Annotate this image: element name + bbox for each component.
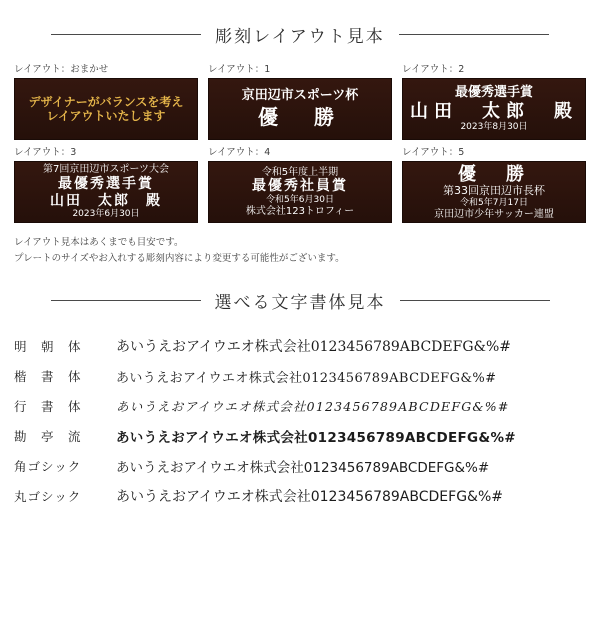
heading-rule-right — [399, 34, 549, 35]
font-name-label: 楷 書 体 — [14, 369, 82, 385]
font-name-label: 角ゴシック — [14, 459, 82, 475]
layout-sample-label: レイアウト：おまかせ — [14, 64, 109, 75]
font-sample-row — [14, 481, 586, 511]
layout-sample-label: レイアウト：2 — [402, 64, 465, 75]
plate-line: 第7回京田辺市スポーツ大会 — [43, 164, 169, 176]
layout-sample-cell — [402, 144, 586, 223]
plate-line: レイアウトいたします — [46, 109, 166, 123]
layout-sample-label: レイアウト：4 — [208, 147, 271, 158]
font-sample-row — [14, 361, 586, 391]
plate-line: 令和5年6月30日 — [266, 194, 334, 205]
layout-section-title: 彫刻レイアウト見本 — [215, 27, 385, 47]
font-sample-row — [14, 421, 586, 451]
engraving-plate — [402, 161, 586, 223]
font-sample-text: あいうえおアイウエオ株式会社0123456789ABCDEFG&%# — [116, 489, 503, 506]
plate-line: 京田辺市少年サッカー連盟 — [434, 208, 554, 220]
plate-line: 山田 太郎 殿 — [50, 192, 162, 209]
plate-line: デザイナーがバランスを考え — [28, 94, 184, 109]
font-name-label: 勘 亭 流 — [14, 429, 82, 445]
plate-line: 最優秀社員賞 — [252, 178, 348, 195]
layout-section-heading — [14, 22, 586, 47]
plate-line: 株式会社123トロフィー — [245, 205, 355, 217]
layout-sample-cell — [208, 61, 392, 140]
plate-line: 最優秀選手賞 — [454, 85, 533, 101]
layout-sample-label: レイアウト：1 — [208, 64, 271, 75]
font-sample-text: あいうえおアイウエオ株式会社0123456789ABCDEFG&%# — [116, 370, 497, 386]
engraving-plate — [208, 161, 392, 223]
plate-line: 令和5年度上半期 — [261, 166, 339, 178]
engraving-plate — [14, 78, 198, 140]
plate-line: 優 勝 — [458, 163, 530, 185]
layout-sample-label: レイアウト：5 — [402, 147, 465, 158]
font-name-label: 丸ゴシック — [14, 489, 82, 505]
font-sample-row — [14, 451, 586, 481]
layout-sample-cell — [14, 61, 198, 140]
plate-line: 京田辺市スポーツ杯 — [241, 88, 359, 104]
font-sample-row — [14, 391, 586, 421]
font-sample-text: あいうえおアイウエオ株式会社0123456789ABCDEFG&%# — [116, 399, 510, 415]
font-sample-row — [14, 331, 586, 361]
plate-line: 令和5年7月17日 — [460, 197, 528, 208]
layout-sample-cell — [14, 144, 198, 223]
plate-line: 優 勝 — [258, 105, 342, 130]
engraving-plate — [208, 78, 392, 140]
heading-rule-right — [400, 300, 550, 301]
plate-line: 2023年6月30日 — [72, 209, 140, 220]
engraving-plate — [402, 78, 586, 140]
layout-sample-cell — [208, 144, 392, 223]
heading-rule-left — [51, 300, 201, 301]
plate-line: 2023年8月30日 — [460, 121, 528, 132]
font-sample-text: あいうえおアイウエオ株式会社0123456789ABCDEFG&%# — [116, 460, 490, 477]
note-line: プレートのサイズやお入れする彫刻内容により変更する可能性がございます。 — [14, 252, 345, 264]
font-sample-text: あいうえおアイウエオ株式会社0123456789ABCDEFG&%# — [116, 430, 516, 447]
engraving-plate — [14, 161, 198, 223]
fonts-section-heading — [14, 288, 586, 313]
layout-sample-label: レイアウト：3 — [14, 147, 77, 158]
plate-line: 最優秀選手賞 — [58, 176, 154, 193]
heading-rule-left — [51, 34, 201, 35]
plate-line: 第33回京田辺市長杯 — [443, 183, 545, 197]
font-name-label: 明 朝 体 — [14, 339, 82, 355]
layout-sample-cell — [402, 61, 586, 140]
font-name-label: 行 書 体 — [14, 399, 82, 415]
page-root — [0, 22, 600, 622]
note-line: レイアウト見本はあくまでも目安です。 — [14, 237, 184, 248]
layout-sample-grid — [14, 61, 586, 223]
font-sample-list — [14, 331, 586, 511]
fonts-section-title: 選べる文字書体見本 — [214, 293, 386, 314]
layout-note — [14, 235, 586, 266]
font-sample-text: あいうえおアイウエオ株式会社0123456789ABCDEFG&%# — [116, 339, 512, 356]
plate-line: 山田 太郎 殿 — [410, 100, 578, 122]
